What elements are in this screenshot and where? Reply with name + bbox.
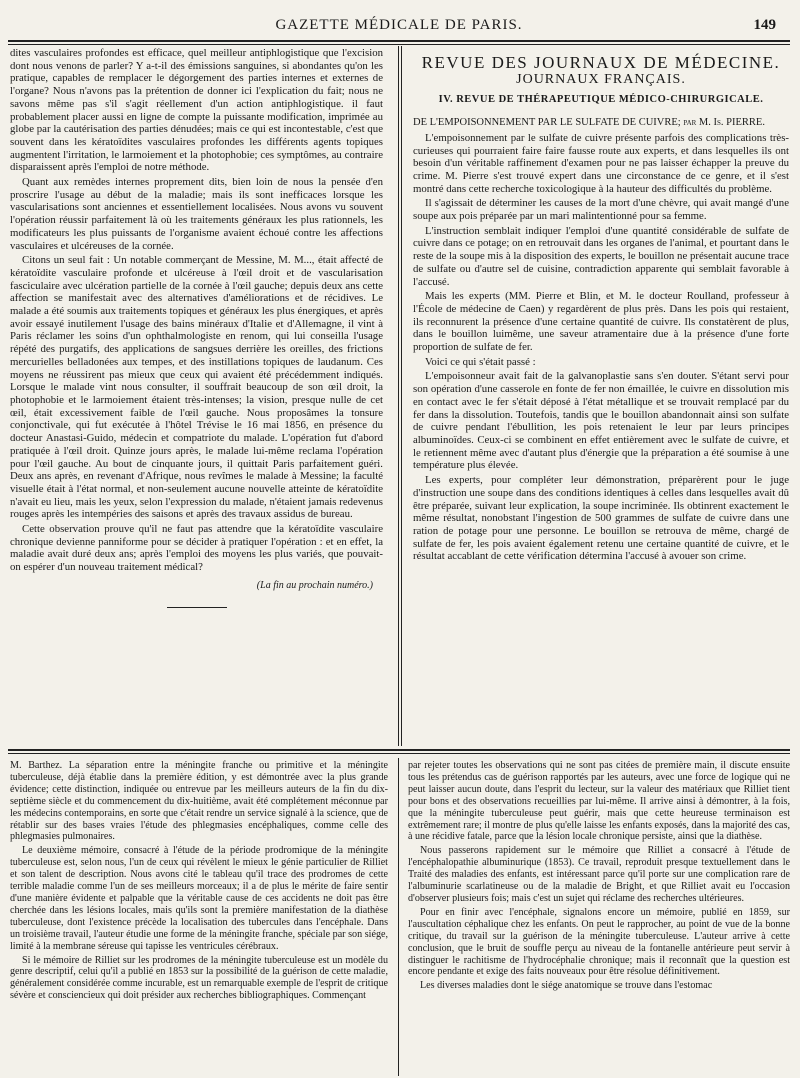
paragraph: Si le mémoire de Rilliet sur les prodromes de la méningite tuberculeuse est un modèle du genre descriptif, celui qu'il a publié en 1853 sur la possibilité de la guérison de cette maladie, généralement considérée comme incurable, est un remarquable exemple de l'esprit de critique sévère et consciencieux qui doit présider aux recherches bibliographiques. Commençant <box>10 954 388 1002</box>
paragraph: Citons un seul fait : Un notable commerçant de Messine, M. M..., était affecté de kératoïdite vasculaire profonde et ulcéreuse à l'œil droit et de vascularisation fasciculaire avec ulcération partielle de la cornée à l'œil gauche; depuis deux ans cette affection se manifestait avec des alternatives d'améliorations et de récidives. Le malade a été soumis aux traitements topiques et généraux les plus énergiques, et après avoir essayé inutilement l'usage des bains minéraux d'Italie et d'Allemagne, il vint à Paris réclamer les soins d'un ophthalmologiste en renom, qui lui conseilla l'usage répété des purgatifs, des applications de sangsues derrière les oreilles, des frictions mercurielles belladonées aux tempes, et des instillations topiques de laudanum. Ces moyens ne réussirent pas mieux que ceux qui avaient été précédemment indiqués. Lorsque le malade vint nous consulter, il souffrait beaucoup de son œil droit, la photophobie et le larmoiement étaient très-intenses; la vision, presque nulle de cet œil, était excessivement faible de l'œil gauche. Nous proposâmes la tonsure conjonctivale, qui fut exécutée à l'hôtel Trévise le 16 mai 1856, en présence du docteur Anastasi-Guido, médecin et compatriote du malade. L'opération fut d'abord pratiquée à l'œil droit. Quinze jours après, le malade lui-même reclama l'opération pour l'œil gauche. Au bout de cinquante jours, il quittait Paris parfaitement guéri. Deux ans après, en revenant d'Afrique, nous revîmes le malade à Messine; la faculté visuelle était à l'état normal, et non-seulement aucune nouvelle atteinte de kératoïdite n'avait eu lieu, mais les yeux, selon l'expression du malade, n'étaient jamais redevenus rouges après les intempéries des saisons et après des travaux assidus de bureau. <box>10 254 383 521</box>
header-rule <box>8 40 790 42</box>
journal-title: GAZETTE MÉDICALE DE PARIS. <box>275 17 523 33</box>
page-number: 149 <box>753 17 776 33</box>
paragraph: Cette observation prouve qu'il ne faut pas attendre que la kératoïdite vasculaire chronique devienne panniforme pour se décider à pratiquer l'opération : et en effet, la maladie avait duré deux ans; après l'emploi des moyens les plus variés, que pouvait-on espérer d'un nouveau traitement médical? <box>10 523 383 574</box>
paragraph: L'empoisonnement par le sulfate de cuivre présente parfois des complications très-curieuses qui pourraient faire faire fausse route aux experts, et dans lesquelles ils ont besoin d'un véritable raffinement d'examen pour ne pas laisser échapper la preuve du crime. M. Pierre s'est trouvé expert dans une circonstance de ce genre, et il s'est montré dans cette recherche toxicologique à la hauteur des difficultés du problème. <box>413 131 789 195</box>
paragraph: Les experts, pour compléter leur démonstration, préparèrent pour le juge d'instruction une soupe dans des conditions identiques à celles dans lesquelles avait dû être préparée, suivant leur explication, la soupe incriminée. Ils obtinrent exactement le même résultat, nonobstant l'ingestion de 500 grammes de sulfate de cuivre dans une ration de potage pour une personne. Le bouillon se retrouva de même, chargé de sulfate de fer, les pois avaient également retenu une certaine quantité de cuivre, et le résultat accablant de cette vérification détermina l'accusé à avouer son crime. <box>413 474 789 563</box>
bottom-column-divider <box>398 758 399 1076</box>
paragraph: Le deuxième mémoire, consacré à l'étude de la période prodromique de la méningite tuberculeuse est, selon nous, l'un de ceux qui révèlent le mieux le génie particulier de Rilliet et son talent de description. Nous avons cité le tableau qu'il trace des prodromes de cette terrible maladie comme l'un de ses meilleurs morceaux; il a de plus le mérite de faire sentir d'une manière évidente et palpable que la véritable cause de ces accidents ne doit pas être cherchée dans les lésions locales, mais qu'ils sont la première manifestation de la diathèse tuberculeuse, dont l'existence précède la localisation des tubercules dans l'encéphale. Dans un troisième travail, l'auteur étudie une forme de la méningite franche, spéciale par son siége, limité à la membrane séreuse qui tapisse les ventricules cérébraux. <box>10 845 388 952</box>
header-rule-thin <box>8 44 790 45</box>
paragraph: Nous passerons rapidement sur le mémoire que Rilliet a consacré à l'étude de l'encéphalopathie albuminurique (1853). Ce travail, reproduit presque textuellement dans le Traité des maladies des enfants, est intéressant parce qu'il porte sur une complication rare de l'albuminurie scarlatineuse ou de la maladie de Bright, et que Rilliet avait eu l'occasion d'observer plusieurs fois; mais c'est un sujet qui réclame des recherches ultérieures. <box>408 845 790 904</box>
paragraph: L'instruction semblait indiquer l'emploi d'une quantité considérable de sulfate de cuivre dans ce potage; on en retrouvait dans les organes de l'animal, et pourtant dans le reste de la soupe mis à la disposition des experts, le bouillon ne présentait aucune trace de sulfate ou d'autre sel de cuisine, contradiction apparente qui semblait favorable à l'accusé. <box>413 224 789 288</box>
column-divider <box>398 46 399 746</box>
paragraph: Les diverses maladies dont le siége anatomique se trouve dans l'estomac <box>420 980 713 992</box>
article-title-text: DE L'EMPOISONNEMENT PAR LE SULFATE DE CUIVRE; par M. Is. PIERRE. <box>413 117 765 129</box>
left-column <box>10 47 383 608</box>
right-column <box>413 47 789 563</box>
article-title <box>413 117 789 130</box>
paragraph: M. Barthez. La séparation entre la méningite franche ou primitive et la méningite tuberculeuse, déjà établie dans la première édition, y est démontrée avec la plus grande évidence; cette distinction, indiquée ou entrevue par les meilleurs auteurs de la fin du dix-septième siècle et du commencement du dix-huitième, avait été complétement méconnue par les médecins contemporains, en sorte que c'était rendre un service signalé à la science, que de rétablir sur des bases vraies l'étude des phlegmasies encéphaliques, comme celle des phlegmasies pulmonaires. <box>10 760 388 843</box>
paragraph: par rejeter toutes les observations qui ne sont pas citées de première main, il discute ensuite tous les prétendus cas de guérison rapportés par les auteurs, avec une force de logique qui ne peut laisser aucun doute, dans l'esprit du lecteur, sur la valeur des matériaux que Rilliet tient pour bons et des observations recueillies par lui-même. Il arrive ainsi à démontrer, à la fois, que la méningite tuberculeuse peut guérir, mais que cette heureuse terminaison est extrêmement rare; il montre de plus qu'elle laisse les enfants exposés, dans la majorité des cas, à une récidive fatale, parce que la lésion locale chronique persiste, ainsi que la diathèse. <box>408 760 790 843</box>
review-subheading: JOURNAUX FRANÇAIS. <box>516 71 686 87</box>
page-header <box>8 17 790 39</box>
continuation-note: (La fin au prochain numéro.) <box>256 579 373 591</box>
paragraph: Pour en finir avec l'encéphale, signalons encore un mémoire, publié en 1859, sur l'auscultation céphalique chez les enfants. On peut le rapprocher, au point de vue de la bonne critique, du travail sur la guérison de la méningite tuberculeuse. L'auteur arrive à cette conclusion, que le bruit de souffle perçu au niveau de la fontanelle antérieure peut servir à distinguer le rachitisme de l'hydrocéphalie chronique; mais il reconnaît que la question est encore pendante et exige des faits nouveaux pour être résolue définitivement. <box>408 906 790 978</box>
paragraph: Voici ce qui s'était passé : <box>425 355 536 368</box>
paragraph: dites vasculaires profondes est efficace, quel meilleur antiphlogistique que l'excision dont nous venons de parler? Y a-t-il des émissions sanguines, si abondantes qu'on les pratique, capables de remplacer le dégorgement des parties internes et externes de l'organe? Nous n'avons pas la prétention de donner ici l'explication du fait; nous ne savons même pas s'il s'agit réellement d'un action antiphlogistique. il faut probablement placer aussi en ligne de compte la puissante modification, imprimée au globe par la cautérisation des parties dénudées; mais ce qui est incontestable, c'est que souvent dans les kératoïdites vasculaires profondes les différents agents topiques augmentent l'irritation, le larmoiement et la photophobie; ces symptômes, au contraire disparaissent après l'emploi de notre méthode. <box>10 47 383 174</box>
feuilleton-rule <box>8 749 790 751</box>
bottom-right-column <box>408 760 790 992</box>
section-end-rule <box>167 607 227 608</box>
paragraph: L'empoisonneur avait fait de la galvanoplastie sans s'en douter. S'étant servi pour son opération d'une casserole en fonte de fer non émaillée, le cuivre en dissolution mis en contact avec le fer s'était déposé à l'état métallique et se trouvait remplacé par du fer dans la dissolution. Toutefois, tandis que le bouillon abandonnait ainsi son sulfate de cuivre pendant l'ébullition, les pois retenaient le leur par leurs principes albuminoïdes. Ceux-ci se combinent en effet entièrement avec le sulfate de cuivre, et le retiennent même avec d'autant plus d'énergie que la préparation a été soumise à une température plus élevée. <box>413 370 789 472</box>
review-heading: REVUE DES JOURNAUX DE MÉDECINE. <box>421 53 781 72</box>
bottom-left-column <box>10 760 388 1002</box>
paragraph: Il s'agissait de déterminer les causes de la mort d'une chèvre, qui avait mangé d'une soupe aux pois préparée par un mari malintentionné pour sa femme. <box>413 197 789 223</box>
paragraph: Mais les experts (MM. Pierre et Blin, et M. le docteur Roulland, professeur à l'École de médecine de Caen) y regardèrent de plus près. Dans les pois qui restaient, ils reconnurent la présence d'une certaine quantité de cuivre. Ils constatèrent de plus, dans le bouillon luimême, une saveur atramentaire due à la présence d'une forte proportion de sulfate de fer. <box>413 290 789 354</box>
review-section-title: IV. REVUE DE THÉRAPEUTIQUE MÉDICO-CHIRURGICALE. <box>438 94 764 106</box>
column-divider-thin <box>401 46 402 746</box>
paragraph: Quant aux remèdes internes proprement dits, bien loin de nous la pensée d'en proscrire l'usage au début de la maladie; mais ils sont inefficaces lorsque les vascularisations sont anciennes et essentiellement localisées. Nous avons vu souvent l'opération réussir parfaitement là où les traitements généraux les plus rationnels, les modificateurs les plus puissants de l'organisme avaient échoué contre les affections vasculaires et ulcéreuses de la cornée. <box>10 176 383 252</box>
feuilleton-rule-thin <box>8 753 790 754</box>
